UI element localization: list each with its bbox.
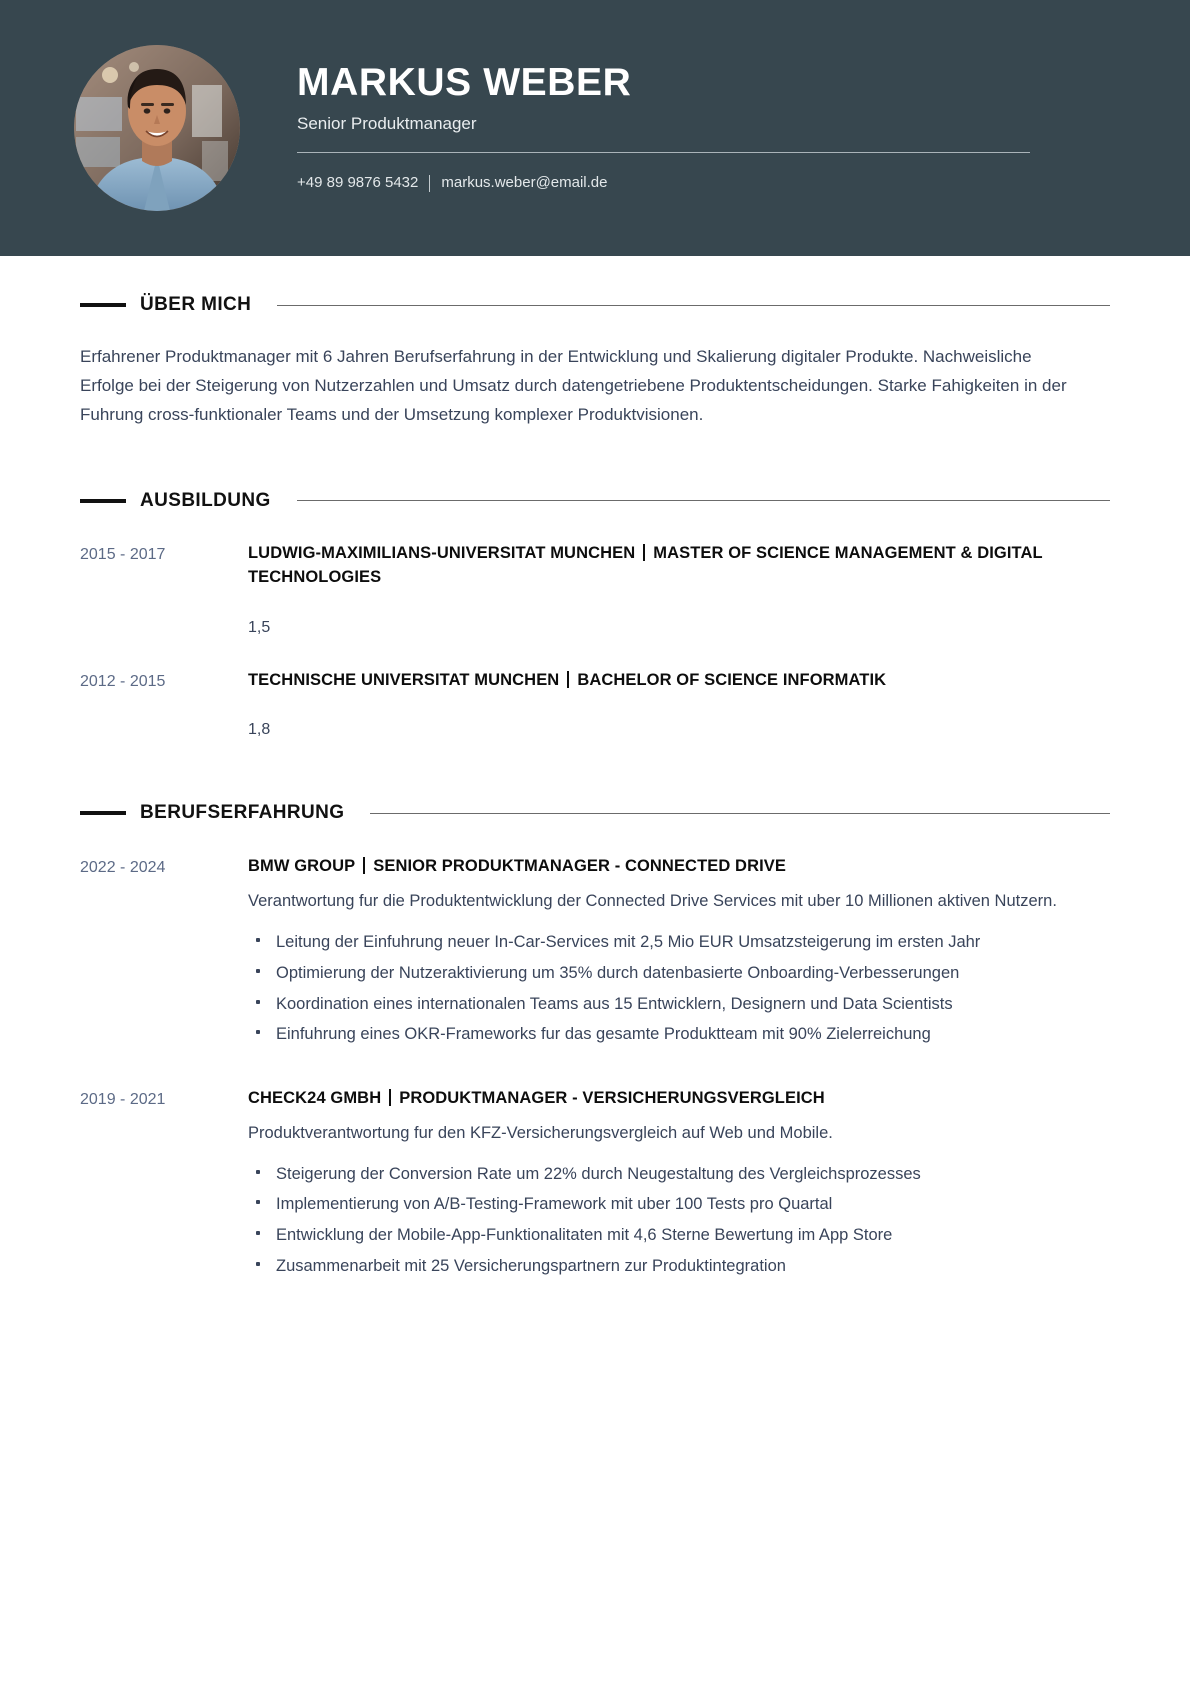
section-about bbox=[80, 256, 1110, 430]
title-separator-icon bbox=[643, 544, 645, 561]
education-entry-title bbox=[248, 669, 1110, 693]
section-title-about: ÜBER MICH bbox=[140, 294, 252, 315]
experience-entry bbox=[80, 1087, 1110, 1284]
page-title: MARKUS WEBER bbox=[297, 61, 632, 105]
section-header-experience bbox=[80, 802, 1110, 824]
education-entry-date: 2015 - 2017 bbox=[80, 545, 166, 563]
section-education bbox=[80, 430, 1110, 743]
experience-company: CHECK24 GMBH bbox=[248, 1088, 382, 1107]
list-item: Optimierung der Nutzeraktivierung um 35% durch datenbasierte Onboarding-Verbesserungen bbox=[248, 960, 1110, 987]
experience-entry-body bbox=[248, 1087, 1110, 1284]
experience-description: Verantwortung fur die Produktentwicklung der Connected Drive Services mit uber 10 Millionen aktiven Nutzern. bbox=[248, 892, 1057, 911]
education-institution: LUDWIG-MAXIMILIANS-UNIVERSITAT MUNCHEN bbox=[248, 543, 636, 562]
resume-content bbox=[0, 256, 1190, 1284]
avatar bbox=[74, 45, 240, 211]
experience-entry-body bbox=[248, 855, 1110, 1052]
contact-line bbox=[297, 173, 1030, 193]
contact-separator bbox=[429, 175, 430, 192]
education-grade: 1,5 bbox=[248, 618, 271, 636]
list-item: Implementierung von A/B-Testing-Framework mit uber 100 Tests pro Quartal bbox=[248, 1191, 1110, 1218]
experience-company: BMW GROUP bbox=[248, 857, 356, 876]
education-entry-title bbox=[248, 542, 1110, 590]
list-item: Koordination eines internationalen Teams aus 15 Entwicklern, Designern und Data Scientists bbox=[248, 991, 1110, 1018]
experience-bullet-list bbox=[248, 1161, 1110, 1280]
education-entry-body bbox=[248, 669, 1110, 743]
header-text-block bbox=[297, 63, 1190, 193]
education-entry-list bbox=[80, 542, 1110, 743]
section-dash-icon bbox=[80, 499, 126, 503]
section-dash-icon bbox=[80, 811, 126, 815]
education-degree: MASTER OF SCIENCE MANAGEMENT & DIGITAL TECHNOLOGIES bbox=[248, 543, 1043, 586]
job-role-subtitle: Senior Produktmanager bbox=[297, 114, 477, 134]
list-item: Leitung der Einfuhrung neuer In-Car-Services mit 2,5 Mio EUR Umsatzsteigerung im ersten Jahr bbox=[248, 929, 1110, 956]
education-entry-body bbox=[248, 542, 1110, 640]
section-title-experience: BERUFSERFAHRUNG bbox=[140, 802, 345, 824]
section-header-about bbox=[80, 294, 1110, 316]
experience-entry-date: 2022 - 2024 bbox=[80, 859, 166, 877]
education-degree: BACHELOR OF SCIENCE INFORMATIK bbox=[577, 670, 887, 689]
education-entry bbox=[80, 542, 1110, 640]
title-separator-icon bbox=[389, 1089, 391, 1106]
section-rule bbox=[297, 500, 1110, 501]
education-entry-date: 2012 - 2015 bbox=[80, 672, 166, 690]
experience-entry-list bbox=[80, 855, 1110, 1283]
section-header-education bbox=[80, 490, 1110, 512]
phone-number[interactable]: +49 89 9876 5432 bbox=[297, 174, 419, 192]
section-experience bbox=[80, 742, 1110, 1283]
experience-position: SENIOR PRODUKTMANAGER - CONNECTED DRIVE bbox=[373, 857, 786, 876]
avatar-photo bbox=[74, 45, 240, 211]
education-grade: 1,8 bbox=[248, 721, 271, 739]
list-item: Entwicklung der Mobile-App-Funktionalitaten mit 4,6 Sterne Bewertung im App Store bbox=[248, 1222, 1110, 1249]
experience-description: Produktverantwortung fur den KFZ-Versicherungsvergleich auf Web und Mobile. bbox=[248, 1123, 833, 1142]
education-institution: TECHNISCHE UNIVERSITAT MUNCHEN bbox=[248, 670, 560, 689]
header-divider bbox=[297, 152, 1030, 153]
section-dash-icon bbox=[80, 303, 126, 307]
title-separator-icon bbox=[567, 671, 569, 688]
list-item: Einfuhrung eines OKR-Frameworks fur das gesamte Produktteam mit 90% Zielerreichung bbox=[248, 1021, 1110, 1048]
experience-entry-date: 2019 - 2021 bbox=[80, 1090, 166, 1108]
title-separator-icon bbox=[363, 857, 365, 874]
section-rule bbox=[277, 305, 1110, 306]
experience-entry bbox=[80, 855, 1110, 1052]
experience-bullet-list bbox=[248, 929, 1110, 1048]
list-item: Steigerung der Conversion Rate um 22% durch Neugestaltung des Vergleichsprozesses bbox=[248, 1161, 1110, 1188]
resume-header bbox=[0, 0, 1190, 256]
section-title-education: AUSBILDUNG bbox=[140, 489, 271, 511]
about-paragraph: Erfahrener Produktmanager mit 6 Jahren Berufserfahrung in der Entwicklung und Skalierung digitaler Produkte. Nachweisliche Erfolge bei der Steigerung von Nutzerzahlen und Umsatz durch datengetriebene Produktentscheidungen. Starke Fahigkeiten in der Fuhrung cross-funktionaler Teams und der Umsetzung komplexer Produktvisionen. bbox=[80, 347, 1067, 425]
list-item: Zusammenarbeit mit 25 Versicherungspartnern zur Produktintegration bbox=[248, 1253, 1110, 1280]
experience-position: PRODUKTMANAGER - VERSICHERUNGSVERGLEICH bbox=[399, 1088, 825, 1107]
section-rule bbox=[370, 813, 1110, 814]
experience-entry-title bbox=[248, 1087, 1110, 1111]
education-entry bbox=[80, 669, 1110, 743]
experience-entry-title bbox=[248, 855, 1110, 879]
email-address[interactable]: markus.weber@email.de bbox=[441, 174, 608, 192]
